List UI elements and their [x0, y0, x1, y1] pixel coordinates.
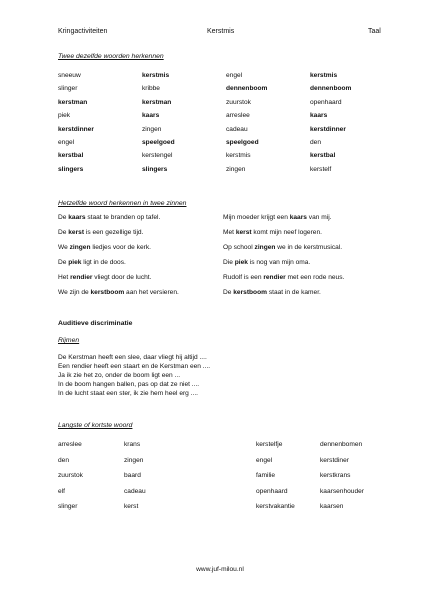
- sentence-bold: rendier: [263, 274, 286, 281]
- section3-subtitle: Rijmen: [58, 337, 80, 344]
- section3-title: Auditieve discriminatie: [58, 320, 133, 327]
- length-word-cell: kerstelfje: [256, 441, 283, 448]
- length-word-cell: openhaard: [256, 487, 288, 495]
- sentence-post: vliegt door de lucht.: [92, 274, 152, 281]
- word-cell: kerstmis: [310, 72, 338, 79]
- sentence-bold: kerst: [68, 229, 85, 236]
- length-word-cell: familie: [256, 472, 276, 480]
- header-left: Kringactiviteiten: [58, 28, 108, 35]
- sentence-bold: kaars: [289, 214, 307, 221]
- section4-title: Langste of kortste woord: [58, 422, 133, 429]
- sentence-bold: piek: [234, 259, 248, 266]
- word-cell: den: [310, 138, 322, 146]
- rhyme-line: In de lucht staat een ster, ik zie hem heel erg ....: [58, 390, 199, 397]
- word-cell: kerstengel: [142, 152, 173, 160]
- rhyme-line: Een rendier heeft een staart en de Kerstman een ....: [58, 363, 211, 370]
- sentence: [58, 285, 223, 300]
- length-word-cell: engel: [256, 456, 273, 464]
- length-word-cell: elf: [58, 487, 65, 495]
- word-cell: kaars: [142, 112, 160, 120]
- section2-title: Hetzelfde woord herkennen in twee zinnen: [58, 200, 187, 207]
- sentence-pre: De: [58, 214, 69, 221]
- rhyme-line: Ja ik zie het zo, onder de boom ligt een ...: [58, 372, 181, 379]
- sentence-bold: kerst: [235, 229, 252, 236]
- word-cell: kerstmis: [142, 72, 170, 79]
- sentence-bold: zingen: [69, 244, 91, 251]
- sentence-bold: zingen: [254, 244, 276, 251]
- length-word-cell: cadeau: [124, 487, 146, 495]
- word-cell: dennenboom: [226, 85, 268, 93]
- length-word-cell: kaarsen: [320, 503, 344, 511]
- sentence: [58, 240, 223, 255]
- header-center: Kerstmis: [207, 28, 235, 35]
- sentence-pre: De: [58, 229, 69, 236]
- sentence-post: komt mijn neef logeren.: [251, 229, 322, 236]
- sentence-post: staat te branden op tafel.: [85, 214, 161, 221]
- word-cell: kaars: [310, 112, 328, 120]
- word-cell: kerstbal: [310, 152, 336, 160]
- sentence: [223, 270, 398, 285]
- sentence-pre: Mijn moeder krijgt een: [223, 214, 290, 221]
- word-cell: cadeau: [226, 125, 248, 133]
- sentence-pre: De: [58, 259, 69, 266]
- length-word-cell: baard: [124, 472, 141, 480]
- word-cell: speelgoed: [226, 138, 259, 146]
- length-word-cell: kerstkrans: [320, 472, 351, 480]
- sentence-bold: piek: [68, 259, 82, 266]
- word-cell: piek: [58, 112, 71, 120]
- sentence-post: ligt in de doos.: [81, 259, 126, 266]
- sentence-bold: kerstboom: [233, 289, 267, 296]
- word-cell: kerstelf: [310, 165, 332, 173]
- rhyme-line: De Kerstman heeft een slee, daar vliegt hij altijd ....: [58, 354, 207, 361]
- word-cell: kerstmis: [226, 152, 251, 160]
- header-right: Taal: [368, 28, 381, 35]
- sentence: [223, 240, 398, 255]
- sentence-pre: We zijn de: [58, 289, 91, 296]
- sentence: [223, 210, 398, 225]
- sentence: [58, 225, 223, 240]
- word-cell: kerstman: [142, 98, 172, 106]
- word-cell: engel: [58, 138, 75, 146]
- word-cell: arreslee: [226, 112, 250, 120]
- sentence-pre: Het: [58, 274, 71, 281]
- word-cell: speelgoed: [142, 138, 175, 146]
- sentence-post: liedjes voor de kerk.: [90, 244, 151, 251]
- length-word-cell: slinger: [58, 503, 78, 511]
- sentence-bold: rendier: [70, 274, 93, 281]
- sentence-post: met een rode neus.: [285, 274, 345, 281]
- length-word-cell: zingen: [124, 456, 144, 464]
- sentence-pre: Die: [223, 259, 235, 266]
- word-cell: kribbe: [142, 85, 160, 93]
- word-cell: kerstman: [58, 98, 88, 106]
- sentence: [223, 255, 398, 270]
- sentence: [58, 210, 223, 225]
- length-word-cell: arreslee: [58, 441, 82, 448]
- length-word-cell: den: [58, 456, 70, 464]
- rhyme-lines: [58, 353, 210, 398]
- length-word-cell: krans: [124, 441, 141, 448]
- word-cell: slingers: [142, 165, 168, 173]
- length-word-cell: dennenbomen: [320, 441, 363, 448]
- sentence-post: staat in de kamer.: [266, 289, 321, 296]
- word-cell: kerstbal: [58, 152, 84, 160]
- sentence-pre: We: [58, 244, 70, 251]
- sentence: [223, 285, 398, 300]
- sentence-post: van mij.: [306, 214, 332, 221]
- word-cell: sneeuw: [58, 72, 81, 79]
- length-word-cell: zuurstok: [58, 472, 83, 480]
- word-cell: zingen: [142, 125, 162, 133]
- length-word-cell: kerst: [124, 503, 139, 511]
- word-match-grid: [58, 69, 388, 176]
- word-cell: slinger: [58, 85, 78, 93]
- rhyme-line: In de boom hangen ballen, pas op dat ze niet ....: [58, 381, 200, 388]
- length-word-cell: kerstdiner: [320, 456, 349, 464]
- word-cell: dennenboom: [310, 85, 352, 93]
- sentence-pre: De: [223, 289, 234, 296]
- sentence-post: aan het versieren.: [124, 289, 179, 296]
- sentence: [223, 225, 398, 240]
- word-cell: slingers: [58, 165, 84, 173]
- sentence-pre: Op school: [223, 244, 255, 251]
- sentence-post: is nog van mijn oma.: [247, 259, 311, 266]
- word-cell: zingen: [226, 165, 246, 173]
- sentence-bold: kerstboom: [90, 289, 125, 296]
- sentence-post: is een gezellige tijd.: [84, 229, 144, 236]
- section1-title: Twee dezelfde woorden herkennen: [58, 53, 164, 60]
- sentence-pre: Rudolf is een: [223, 274, 264, 281]
- sentence: [58, 255, 223, 270]
- length-word-cell: kaarsenhouder: [320, 487, 364, 495]
- footer-url: www.juf-milou.nl: [196, 566, 244, 573]
- sentence-post: we in de kerstmusical.: [275, 244, 343, 251]
- word-cell: kerstdinner: [310, 125, 346, 133]
- word-cell: kerstdinner: [58, 125, 94, 133]
- sentence-pre: Met: [223, 229, 236, 236]
- sentence-grid: [58, 210, 398, 300]
- length-word-cell: kerstvakantie: [256, 503, 295, 511]
- length-word-grid: [58, 437, 380, 515]
- sentence: [58, 270, 223, 285]
- word-cell: zuurstok: [226, 98, 251, 106]
- word-cell: openhaard: [310, 98, 342, 106]
- sentence-bold: kaars: [68, 214, 86, 221]
- word-cell: engel: [226, 72, 243, 79]
